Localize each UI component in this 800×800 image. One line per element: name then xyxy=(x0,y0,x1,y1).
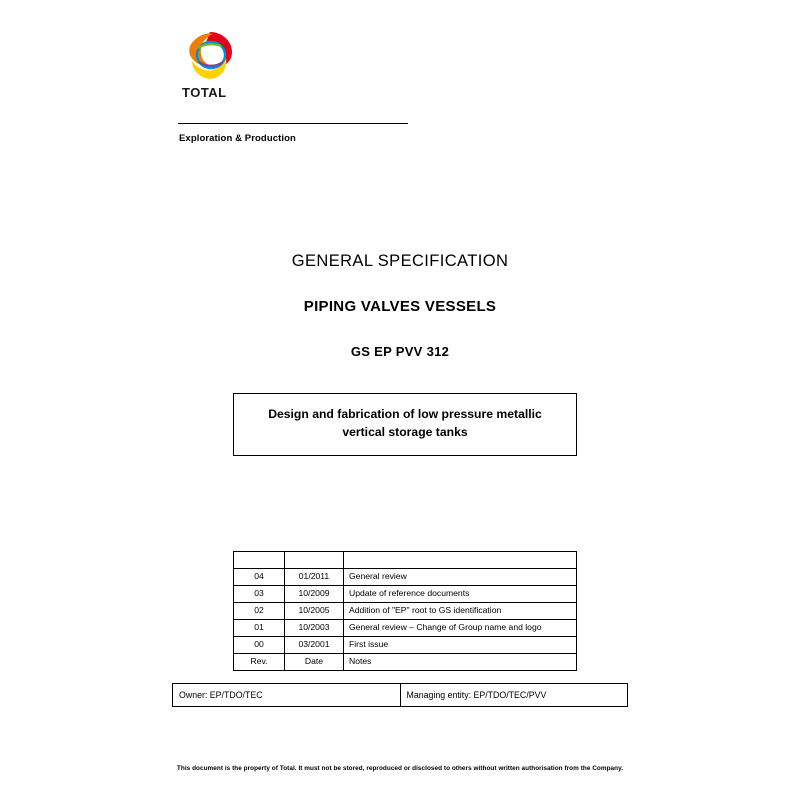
owner-bar-row xyxy=(173,684,628,707)
document-subject-line1: Design and fabrication of low pressure metallic xyxy=(268,407,542,421)
cell-date-empty xyxy=(285,552,344,569)
owner-bar xyxy=(172,683,628,707)
cell-date: 10/2009 xyxy=(285,586,344,603)
cell-notes: General review xyxy=(344,569,577,586)
owner-field: Owner: EP/TDO/TEC xyxy=(173,684,401,707)
cell-rev: 01 xyxy=(234,620,285,637)
cell-date: 03/2001 xyxy=(285,637,344,654)
cell-notes: General review – Change of Group name and logo xyxy=(344,620,577,637)
cell-notes-empty xyxy=(344,552,577,569)
cell-rev: 03 xyxy=(234,586,285,603)
logo-divider xyxy=(178,123,408,124)
table-row xyxy=(234,586,577,603)
table-row xyxy=(234,637,577,654)
document-subject-box xyxy=(233,393,577,456)
logo-block xyxy=(178,28,378,144)
logo-tagline: Exploration & Production xyxy=(179,133,296,144)
document-code: GS EP PVV 312 xyxy=(350,344,450,359)
document-type-title: GENERAL SPECIFICATION xyxy=(291,252,509,270)
total-logo-icon xyxy=(182,28,238,84)
managing-entity-field: Managing entity: EP/TDO/TEC/PVV xyxy=(400,684,628,707)
table-header-row xyxy=(234,654,577,671)
table-row xyxy=(234,620,577,637)
cell-date: 01/2011 xyxy=(285,569,344,586)
logo-wordmark: TOTAL xyxy=(182,85,227,100)
table-row xyxy=(234,603,577,620)
cell-rev: 02 xyxy=(234,603,285,620)
revision-table xyxy=(233,551,577,671)
cell-date: 10/2003 xyxy=(285,620,344,637)
cell-notes: First issue xyxy=(344,637,577,654)
cell-notes: Addition of "EP" root to GS identification xyxy=(344,603,577,620)
table-row-empty xyxy=(234,552,577,569)
column-header-notes: Notes xyxy=(344,654,577,671)
document-family-title: PIPING VALVES VESSELS xyxy=(303,298,497,315)
cell-notes: Update of reference documents xyxy=(344,586,577,603)
cell-rev-empty xyxy=(234,552,285,569)
cell-date: 10/2005 xyxy=(285,603,344,620)
cell-rev: 04 xyxy=(234,569,285,586)
cell-rev: 00 xyxy=(234,637,285,654)
column-header-rev: Rev. xyxy=(234,654,285,671)
footer-confidentiality-note: This document is the property of Total. It must not be stored, reproduced or disclosed to others without written authorisation from the Company. xyxy=(176,765,624,772)
document-subject-line2: vertical storage tanks xyxy=(342,424,468,439)
table-row xyxy=(234,569,577,586)
column-header-date: Date xyxy=(285,654,344,671)
